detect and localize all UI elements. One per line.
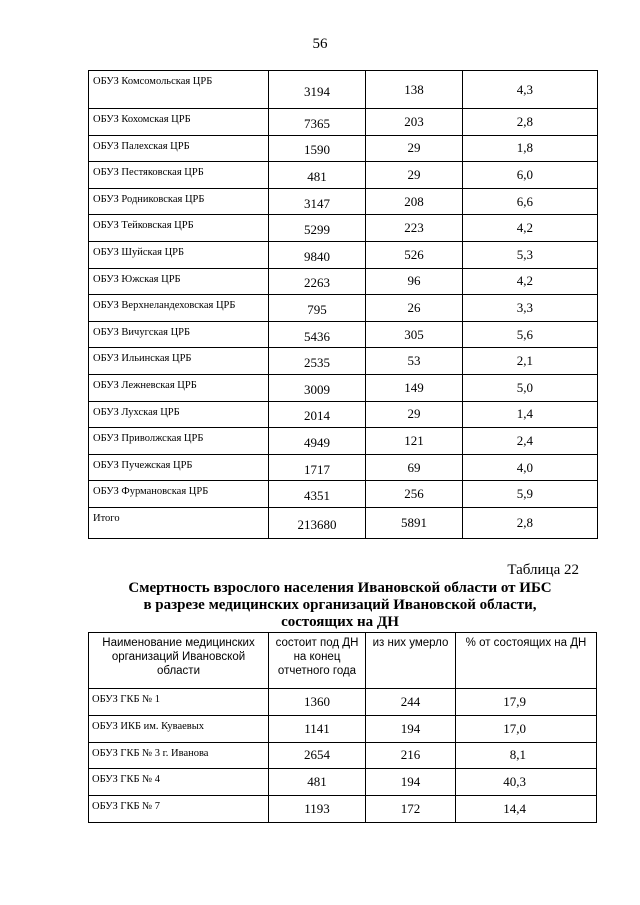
died-cell: 29	[366, 135, 463, 162]
table-row	[89, 507, 598, 538]
registered-cell: 3194	[269, 71, 366, 109]
percent-cell: 2,1	[463, 348, 598, 375]
registered-cell: 5299	[269, 215, 366, 242]
registered-cell: 4949	[269, 428, 366, 455]
table-row	[89, 401, 598, 428]
percent-cell: 8,1	[456, 742, 597, 769]
table-row	[89, 135, 598, 162]
org-cell: ОБУЗ Пестяковская ЦРБ	[89, 162, 269, 189]
org-cell: ОБУЗ ГКБ № 7	[89, 796, 269, 823]
registered-cell: 9840	[269, 241, 366, 268]
died-cell: 149	[366, 374, 463, 401]
table-row	[89, 742, 597, 769]
died-cell: 53	[366, 348, 463, 375]
table-row	[89, 715, 597, 742]
table-title-line-3: состоящих на ДН	[281, 614, 399, 630]
table-row	[89, 689, 597, 716]
header-registered: состоит под ДН на конец отчетного года	[269, 633, 366, 689]
table-row	[89, 481, 598, 508]
percent-cell: 2,4	[463, 428, 598, 455]
died-cell: 203	[366, 109, 463, 136]
registered-cell: 795	[269, 295, 366, 322]
died-cell: 172	[366, 796, 456, 823]
registered-cell: 2014	[269, 401, 366, 428]
table-row	[89, 109, 598, 136]
org-cell: ОБУЗ Лежневская ЦРБ	[89, 374, 269, 401]
registered-cell: 2263	[269, 268, 366, 295]
registered-cell: 7365	[269, 109, 366, 136]
registered-cell: 1141	[269, 715, 366, 742]
registered-cell: 5436	[269, 321, 366, 348]
died-cell: 223	[366, 215, 463, 242]
died-cell: 244	[366, 689, 456, 716]
table-row	[89, 454, 598, 481]
org-cell: ОБУЗ Южская ЦРБ	[89, 268, 269, 295]
percent-cell: 1,4	[463, 401, 598, 428]
died-cell: 194	[366, 715, 456, 742]
table-title	[80, 580, 600, 631]
percent-cell: 5,3	[463, 241, 598, 268]
died-cell: 96	[366, 268, 463, 295]
table-row	[89, 769, 597, 796]
percent-cell: 17,9	[456, 689, 597, 716]
org-cell: ОБУЗ ГКБ № 4	[89, 769, 269, 796]
org-cell: ОБУЗ ИКБ им. Куваевых	[89, 715, 269, 742]
percent-cell: 1,8	[463, 135, 598, 162]
registered-cell: 1193	[269, 796, 366, 823]
table-row	[89, 428, 598, 455]
org-cell: ОБУЗ Комсомольская ЦРБ	[89, 71, 269, 109]
table-row	[89, 268, 598, 295]
percent-cell: 5,6	[463, 321, 598, 348]
percent-cell: 4,3	[463, 71, 598, 109]
died-cell: 305	[366, 321, 463, 348]
header-org: Наименование медицинских организаций Ивановской области	[89, 633, 269, 689]
table-title-line-2: в разрезе медицинских организаций Ивановской области,	[143, 597, 537, 613]
died-cell: 5891	[366, 507, 463, 538]
percent-cell: 6,0	[463, 162, 598, 189]
page-number: 56	[312, 36, 328, 52]
registered-cell: 2654	[269, 742, 366, 769]
died-cell: 29	[366, 162, 463, 189]
org-cell: Итого	[89, 507, 269, 538]
died-cell: 121	[366, 428, 463, 455]
registered-cell: 481	[269, 162, 366, 189]
table-row	[89, 374, 598, 401]
percent-cell: 4,2	[463, 268, 598, 295]
died-cell: 256	[366, 481, 463, 508]
registered-cell: 1590	[269, 135, 366, 162]
table-row	[89, 295, 598, 322]
died-cell: 26	[366, 295, 463, 322]
registered-cell: 1360	[269, 689, 366, 716]
table-row	[89, 321, 598, 348]
org-cell: ОБУЗ Приволжская ЦРБ	[89, 428, 269, 455]
org-cell: ОБУЗ Тейковская ЦРБ	[89, 215, 269, 242]
percent-cell: 5,0	[463, 374, 598, 401]
died-cell: 208	[366, 188, 463, 215]
registered-cell: 213680	[269, 507, 366, 538]
org-cell: ОБУЗ Кохомская ЦРБ	[89, 109, 269, 136]
org-cell: ОБУЗ Ильинская ЦРБ	[89, 348, 269, 375]
org-cell: ОБУЗ Верхнеландеховская ЦРБ	[89, 295, 269, 322]
org-cell: ОБУЗ Шуйская ЦРБ	[89, 241, 269, 268]
table-row	[89, 215, 598, 242]
percent-cell: 17,0	[456, 715, 597, 742]
mortality-table-continued	[88, 70, 598, 539]
percent-cell: 2,8	[463, 109, 598, 136]
org-cell: ОБУЗ Вичугская ЦРБ	[89, 321, 269, 348]
died-cell: 69	[366, 454, 463, 481]
org-cell: ОБУЗ ГКБ № 1	[89, 689, 269, 716]
table-row	[89, 348, 598, 375]
registered-cell: 3147	[269, 188, 366, 215]
percent-cell: 4,2	[463, 215, 598, 242]
header-died: из них умерло	[366, 633, 456, 689]
org-cell: ОБУЗ Родниковская ЦРБ	[89, 188, 269, 215]
died-cell: 526	[366, 241, 463, 268]
registered-cell: 4351	[269, 481, 366, 508]
table-label: Таблица 22	[507, 562, 579, 578]
percent-cell: 14,4	[456, 796, 597, 823]
table-header-row	[89, 633, 597, 689]
table-row	[89, 796, 597, 823]
percent-cell: 40,3	[456, 769, 597, 796]
died-cell: 29	[366, 401, 463, 428]
percent-cell: 4,0	[463, 454, 598, 481]
org-cell: ОБУЗ ГКБ № 3 г. Иванова	[89, 742, 269, 769]
org-cell: ОБУЗ Лухская ЦРБ	[89, 401, 269, 428]
org-cell: ОБУЗ Палехская ЦРБ	[89, 135, 269, 162]
percent-cell: 2,8	[463, 507, 598, 538]
header-percent: % от состоящих на ДН	[456, 633, 597, 689]
percent-cell: 5,9	[463, 481, 598, 508]
table-row	[89, 188, 598, 215]
table-row	[89, 241, 598, 268]
percent-cell: 3,3	[463, 295, 598, 322]
percent-cell: 6,6	[463, 188, 598, 215]
registered-cell: 1717	[269, 454, 366, 481]
died-cell: 138	[366, 71, 463, 109]
org-cell: ОБУЗ Фурмановская ЦРБ	[89, 481, 269, 508]
registered-cell: 3009	[269, 374, 366, 401]
table-title-line-1: Смертность взрослого населения Ивановской области от ИБС	[128, 580, 552, 596]
table-row	[89, 162, 598, 189]
registered-cell: 481	[269, 769, 366, 796]
registered-cell: 2535	[269, 348, 366, 375]
died-cell: 194	[366, 769, 456, 796]
table-row	[89, 71, 598, 109]
died-cell: 216	[366, 742, 456, 769]
org-cell: ОБУЗ Пучежская ЦРБ	[89, 454, 269, 481]
ihd-mortality-table	[88, 632, 597, 823]
